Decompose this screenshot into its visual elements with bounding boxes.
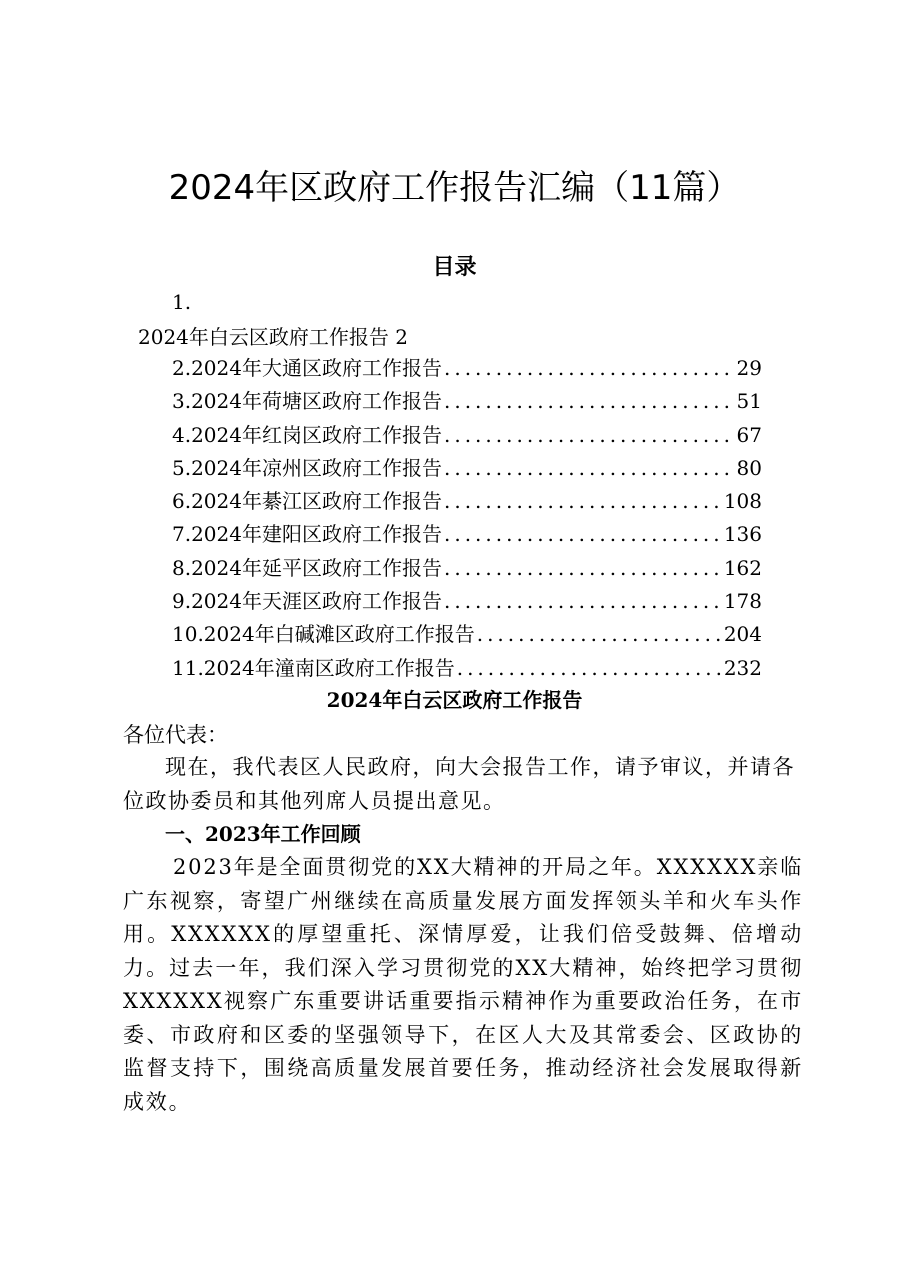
toc-item-label: 9.2024年天涯区政府工作报告 xyxy=(172,589,442,614)
toc-item[interactable] xyxy=(172,585,762,618)
toc-item-label: 2.2024年大通区政府工作报告 xyxy=(172,356,442,380)
toc-item-label: 7.2024年建阳区政府工作报告 xyxy=(172,522,442,547)
toc-item-label: 8.2024年延平区政府工作报告 xyxy=(172,555,442,580)
toc-item[interactable] xyxy=(172,518,762,551)
toc-item-page: 232 xyxy=(723,655,762,680)
paragraph-1: 现在，我代表区人民政府，向大会报告工作，请予审议，并请各位政协委员和其他列席人员提出意见。 xyxy=(123,755,795,813)
toc-leader-dots xyxy=(455,656,722,680)
toc-item-label: 3.2024年荷塘区政府工作报告 xyxy=(172,389,442,414)
toc-leader-dots xyxy=(442,423,735,447)
toc-leader-dots xyxy=(442,556,722,580)
toc-heading: 目录 xyxy=(432,254,477,280)
section-heading: 一、2023年工作回顾 xyxy=(165,822,361,846)
salutation: 各位代表： xyxy=(123,723,228,747)
toc-item-page: 108 xyxy=(723,489,762,514)
toc-item-1[interactable]: 2024年白云区政府工作报告 2 xyxy=(138,325,408,349)
toc-item-page: 204 xyxy=(723,622,762,647)
toc-item-page: 29 xyxy=(736,356,762,380)
toc-leader-dots xyxy=(442,489,722,513)
toc-item-page: 80 xyxy=(736,455,762,480)
toc-item-label: 4.2024年红岗区政府工作报告 xyxy=(172,422,442,447)
toc-leader-dots xyxy=(442,356,735,380)
paragraph-2: 2023年是全面贯彻党的XX大精神的开局之年。XXXXXX亲临广东视察，寄望广州继续在高质量发展方面发挥领头羊和火车头作用。XXXXXX的厚望重托、深情厚爱，让我们倍受鼓舞、倍增动力。过去一年，我们深入学习贯彻党的XX大精神，始终把学习贯彻XXXXXX视察广东重要讲话重要指示精神作为重要政治任务，在市委、市政府和区委的坚强领导下，在区人大及其常委会、区政协的监督支持下，围绕高质量发展首要任务，推动经济社会发展取得新成效。 xyxy=(123,855,803,1114)
toc-item-page: 51 xyxy=(736,389,762,414)
report-title: 2024年白云区政府工作报告 xyxy=(326,688,583,712)
toc-list xyxy=(172,352,762,685)
toc-item[interactable] xyxy=(172,652,762,685)
document-title: 2024年区政府工作报告汇编（11篇） xyxy=(168,168,741,208)
toc-item-page: 162 xyxy=(723,555,762,580)
toc-item-page: 178 xyxy=(723,589,762,614)
toc-item[interactable] xyxy=(172,618,762,651)
toc-item-label: 11.2024年潼南区政府工作报告 xyxy=(172,655,455,680)
toc-leader-dots xyxy=(442,456,735,480)
toc-item[interactable] xyxy=(172,452,762,485)
toc-leader-dots xyxy=(442,589,722,613)
toc-leader-dots xyxy=(475,622,722,646)
toc-item-label: 10.2024年白碱滩区政府工作报告 xyxy=(172,622,475,647)
toc-item-page: 136 xyxy=(723,522,762,547)
toc-item[interactable] xyxy=(172,385,762,418)
toc-item-1-number[interactable]: 1. xyxy=(172,290,192,314)
toc-leader-dots xyxy=(442,389,735,413)
toc-item-label: 5.2024年凉州区政府工作报告 xyxy=(172,455,442,480)
toc-item[interactable] xyxy=(172,485,762,518)
toc-item[interactable] xyxy=(172,419,762,452)
toc-item-page: 67 xyxy=(736,422,762,447)
toc-item[interactable] xyxy=(172,552,762,585)
toc-leader-dots xyxy=(442,522,722,546)
toc-item[interactable] xyxy=(172,352,762,385)
toc-item-label: 6.2024年綦江区政府工作报告 xyxy=(172,489,442,514)
